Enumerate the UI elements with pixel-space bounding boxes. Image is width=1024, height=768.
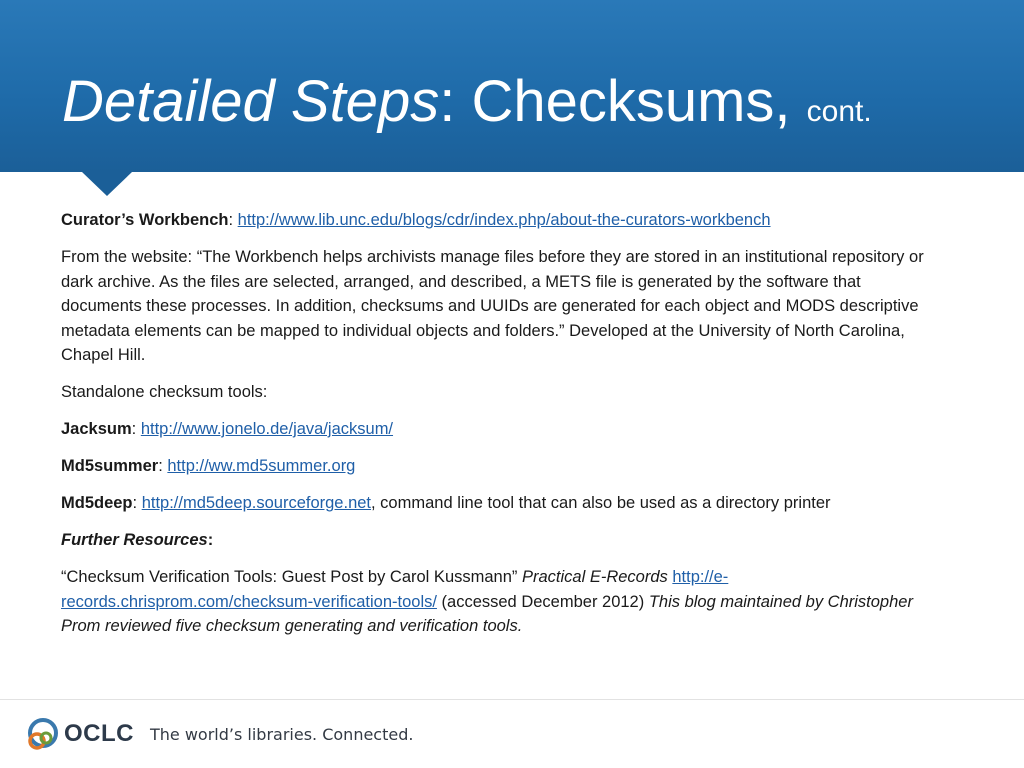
further-label: Further Resources bbox=[61, 531, 208, 549]
tool-name: Md5deep bbox=[61, 494, 133, 512]
title-cont: cont. bbox=[806, 95, 872, 128]
tool-md5summer bbox=[61, 454, 941, 479]
tool-note: , command line tool that can also be used as a directory printer bbox=[371, 494, 831, 512]
footer bbox=[26, 714, 413, 754]
tool-name: Jacksum bbox=[61, 420, 132, 438]
resource-citation bbox=[61, 565, 941, 639]
slide-title bbox=[62, 68, 872, 146]
workbench-line bbox=[61, 208, 941, 233]
footer-divider bbox=[0, 699, 1024, 700]
title-main: : Checksums, bbox=[439, 69, 807, 134]
tool-name: Md5summer bbox=[61, 457, 159, 475]
slide-content bbox=[61, 208, 941, 651]
tool-sep: : bbox=[132, 494, 142, 512]
website-quote: From the website: “The Workbench helps archivists manage files before they are stored in an institutional repository or dark archive. As the files are selected, arranged, and described, a METS file is generated by the software that documents these processes. In addition, checksums and UUIDs are generated for each object and MODS descriptive metadata elements can be mapped to individual objects and folders.” Developed at the University of North Carolina, Chapel Hill. bbox=[61, 248, 924, 364]
logo-text: OCLC bbox=[64, 720, 134, 747]
resource-link[interactable]: http://e-records.chrisprom.com/checksum-verification-tools/ bbox=[61, 568, 729, 611]
tool-md5deep bbox=[61, 491, 941, 516]
workbench-sep: : bbox=[228, 211, 238, 229]
header-notch bbox=[82, 172, 132, 196]
title-italic: Detailed Steps bbox=[62, 69, 440, 134]
resource-title: “Checksum Verification Tools: Guest Post by Carol Kussmann” bbox=[61, 568, 522, 586]
workbench-label: Curator’s Workbench bbox=[61, 211, 229, 229]
resource-source: Practical E-Records bbox=[521, 568, 668, 586]
standalone-heading: Standalone checksum tools: bbox=[61, 383, 268, 401]
tool-sep: : bbox=[158, 457, 168, 475]
oclc-logo-icon bbox=[26, 716, 60, 752]
workbench-link[interactable]: http://www.lib.unc.edu/blogs/cdr/index.php/about-the-curators-workbench bbox=[237, 211, 771, 229]
tool-jacksum bbox=[61, 417, 941, 442]
header-banner bbox=[0, 0, 1024, 172]
tool-link[interactable]: http://ww.md5summer.org bbox=[167, 457, 356, 475]
tool-sep: : bbox=[131, 420, 141, 438]
resource-accessed: (accessed December 2012) bbox=[436, 592, 649, 611]
further-colon: : bbox=[207, 531, 214, 549]
tool-link[interactable]: http://md5deep.sourceforge.net bbox=[141, 494, 372, 512]
tool-link[interactable]: http://www.jonelo.de/java/jacksum/ bbox=[140, 420, 394, 438]
resource-note: This blog maintained by Christopher Prom reviewed five checksum generating and verification tools. bbox=[61, 592, 913, 635]
further-resources-heading bbox=[61, 528, 941, 553]
footer-tagline: The world’s libraries. Connected. bbox=[150, 724, 414, 744]
